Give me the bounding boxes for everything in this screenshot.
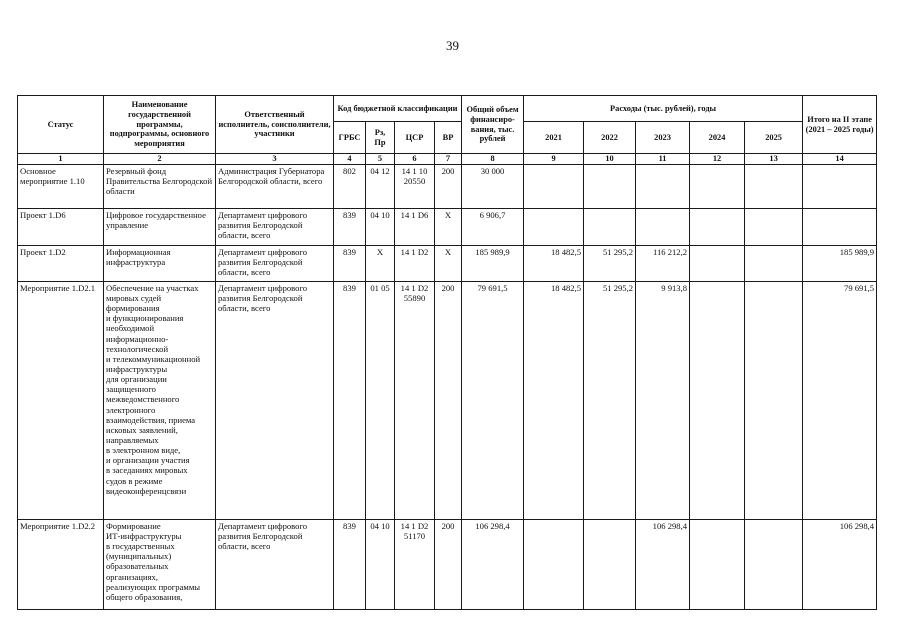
row-2024	[690, 208, 745, 245]
row-2024	[690, 245, 745, 281]
column-number: 5	[366, 154, 395, 165]
row-total: 30 000	[462, 164, 524, 208]
column-number: 6	[395, 154, 435, 165]
row-2025	[745, 519, 803, 609]
row-total: 79 691,5	[462, 281, 524, 519]
row-2024	[690, 281, 745, 519]
header-vr: ВР	[435, 122, 462, 154]
row-2021	[524, 519, 584, 609]
row-rzpr: 04 12	[366, 164, 395, 208]
header-year-2021: 2021	[524, 122, 584, 154]
row-stage-total: 79 691,5	[803, 281, 877, 519]
row-status: Основное мероприятие 1.10	[18, 164, 104, 208]
row-stage-total	[803, 164, 877, 208]
row-rzpr: 04 10	[366, 519, 395, 609]
column-number: 3	[216, 154, 334, 165]
row-2025	[745, 281, 803, 519]
row-csr: 14 1 D2	[395, 245, 435, 281]
row-status: Мероприятие 1.D2.1	[18, 281, 104, 519]
row-name: Информационная инфраструктура	[104, 245, 216, 281]
row-vr: X	[435, 245, 462, 281]
header-expenses: Расходы (тыс. рублей), годы	[524, 96, 803, 122]
row-grbs: 839	[334, 208, 366, 245]
table-row	[18, 245, 877, 281]
row-rzpr: X	[366, 245, 395, 281]
row-2022: 51 295,2	[584, 245, 636, 281]
row-2021: 18 482,5	[524, 281, 584, 519]
row-2024	[690, 164, 745, 208]
row-vr: X	[435, 208, 462, 245]
row-name: Формирование ИТ-инфраструктуры в государственных (муниципальных) образовательных организациях, реализующих программы общего образования,	[104, 519, 216, 609]
header-status: Статус	[18, 96, 104, 154]
row-grbs: 839	[334, 281, 366, 519]
column-number: 2	[104, 154, 216, 165]
header-stage-total: Итого на II этапе (2021 – 2025 годы)	[803, 96, 877, 154]
row-csr: 14 1 10 20550	[395, 164, 435, 208]
row-rzpr: 01 05	[366, 281, 395, 519]
row-name: Обеспечение на участках мировых судей формирования и функционирования необходимой информационно- технологической и телекоммуникационной инфраструктуры для организации защищенного межведомственного электронного взаимодействия, приема исковых заявлений, направляемых в электронном виде, и организации участия в заседаниях мировых судов в режиме видеоконференцсвязи	[104, 281, 216, 519]
column-number: 11	[636, 154, 690, 165]
row-vr: 200	[435, 519, 462, 609]
row-stage-total	[803, 208, 877, 245]
header-year-2022: 2022	[584, 122, 636, 154]
table-row	[18, 281, 877, 519]
row-2025	[745, 245, 803, 281]
header-name: Наименование государственной программы, подпрограммы, основного мероприятия	[104, 96, 216, 154]
row-vr: 200	[435, 164, 462, 208]
budget-table	[17, 95, 877, 610]
row-2022: 51 295,2	[584, 281, 636, 519]
row-executor: Департамент цифрового развития Белгородской области, всего	[216, 519, 334, 609]
row-2022	[584, 519, 636, 609]
row-status: Проект 1.D2	[18, 245, 104, 281]
row-2022	[584, 164, 636, 208]
row-2023: 116 212,2	[636, 245, 690, 281]
row-rzpr: 04 10	[366, 208, 395, 245]
row-2023	[636, 208, 690, 245]
column-number: 7	[435, 154, 462, 165]
table-row	[18, 208, 877, 245]
header-year-2023: 2023	[636, 122, 690, 154]
row-2021: 18 482,5	[524, 245, 584, 281]
row-name: Цифровое государственное управление	[104, 208, 216, 245]
row-status: Мероприятие 1.D2.2	[18, 519, 104, 609]
column-number-row	[18, 154, 877, 165]
row-2025	[745, 208, 803, 245]
row-2023: 9 913,8	[636, 281, 690, 519]
header-rzpr: Рз, Пр	[366, 122, 395, 154]
row-total: 106 298,4	[462, 519, 524, 609]
row-2023: 106 298,4	[636, 519, 690, 609]
row-total: 185 989,9	[462, 245, 524, 281]
row-executor: Департамент цифрового развития Белгородской области, всего	[216, 281, 334, 519]
row-executor: Департамент цифрового развития Белгородской области, всего	[216, 208, 334, 245]
row-status: Проект 1.D6	[18, 208, 104, 245]
table-row	[18, 519, 877, 609]
row-stage-total: 106 298,4	[803, 519, 877, 609]
row-vr: 200	[435, 281, 462, 519]
header-grbs: ГРБС	[334, 122, 366, 154]
row-2022	[584, 208, 636, 245]
row-2021	[524, 208, 584, 245]
row-2025	[745, 164, 803, 208]
column-number: 9	[524, 154, 584, 165]
row-csr: 14 1 D2 55890	[395, 281, 435, 519]
row-name: Резервный фонд Правительства Белгородской области	[104, 164, 216, 208]
column-number: 8	[462, 154, 524, 165]
page-number: 39	[446, 38, 459, 53]
header-executor: Ответственный исполнитель, соисполнители, участники	[216, 96, 334, 154]
row-2024	[690, 519, 745, 609]
column-number: 13	[745, 154, 803, 165]
header-csr: ЦСР	[395, 122, 435, 154]
row-2021	[524, 164, 584, 208]
column-number: 12	[690, 154, 745, 165]
column-number: 10	[584, 154, 636, 165]
column-number: 1	[18, 154, 104, 165]
row-grbs: 839	[334, 519, 366, 609]
row-grbs: 839	[334, 245, 366, 281]
row-csr: 14 1 D6	[395, 208, 435, 245]
header-budget-code: Код бюджетной классификации	[334, 96, 462, 122]
header-total-volume: Общий объем финансиро-вания, тыс. рублей	[462, 96, 524, 154]
row-2023	[636, 164, 690, 208]
column-number: 14	[803, 154, 877, 165]
row-grbs: 802	[334, 164, 366, 208]
row-csr: 14 1 D2 51170	[395, 519, 435, 609]
row-total: 6 906,7	[462, 208, 524, 245]
column-number: 4	[334, 154, 366, 165]
table-row	[18, 164, 877, 208]
row-executor: Департамент цифрового развития Белгородской области, всего	[216, 245, 334, 281]
header-year-2025: 2025	[745, 122, 803, 154]
row-executor: Администрация Губернатора Белгородской области, всего	[216, 164, 334, 208]
row-stage-total: 185 989,9	[803, 245, 877, 281]
header-year-2024: 2024	[690, 122, 745, 154]
